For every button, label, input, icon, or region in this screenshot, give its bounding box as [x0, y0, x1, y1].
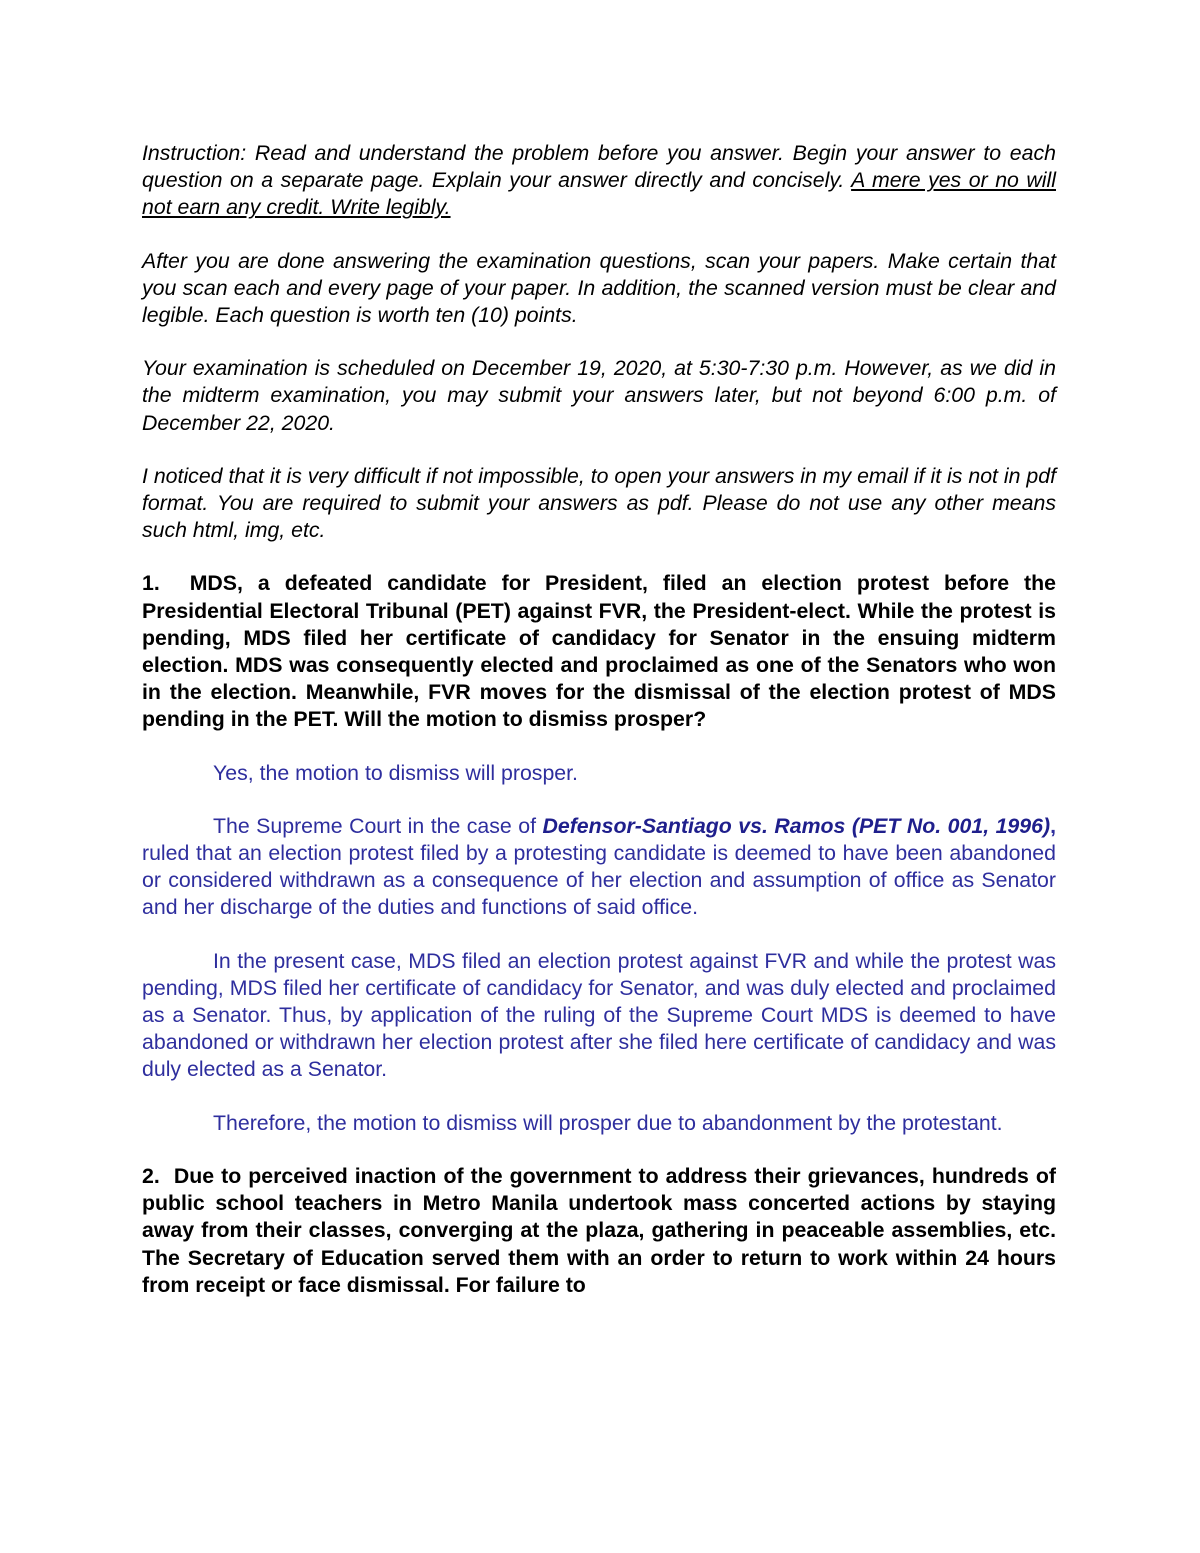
exam-document — [142, 140, 1056, 1325]
question-2 — [142, 1163, 1056, 1299]
schedule-paragraph: Your examination is scheduled on December 19, 2020, at 5:30-7:30 p.m. However, as we did in the midterm examination, you may submit your answers later, but not beyond 6:00 p.m. of December 22, 2020. — [142, 356, 1056, 435]
question-1 — [142, 570, 1056, 733]
answer-1-rule-text: ruled that an election protest filed by a protesting candidate is deemed to have been abandoned or considered withdrawn as a consequence of her election and assumption of office as Senator and her discharge of the duties and functions of said office. — [142, 841, 1056, 920]
instruction-text: Instruction: Read and understand the problem before you answer. Begin your answer to each question on a separate page. Explain your answer directly and concisely. — [142, 141, 1056, 193]
question-2-number: 2. — [142, 1163, 160, 1188]
answer-1-application: In the present case, MDS filed an election protest against FVR and while the protest was pending, MDS filed her certificate of candidacy for Senator, and was duly elected and proclaimed as a Senator. Thus, by application of the ruling of the Supreme Court MDS is deemed to have abandoned or withdrawn her election protest after she filed here certificate of candidacy and was duly elected as a Senator. — [142, 948, 1056, 1082]
answer-1-rule-intro: The Supreme Court in the case of — [213, 813, 543, 838]
instruction-paragraph — [142, 140, 1056, 222]
answer-1-final: Therefore, the motion to dismiss will prosper due to abandonment by the protestant. — [213, 1110, 1003, 1135]
scan-instruction-paragraph: After you are done answering the examination questions, scan your papers. Make certain that you scan each and every page of your paper. In addition, the scanned version must be clear and legible. Each question is worth ten (10) points. — [142, 248, 1056, 328]
pdf-format-paragraph: I noticed that it is very difficult if not impossible, to open your answers in my email if it is not in pdf format. You are required to submit your answers as pdf. Please do not use any other means such html, img, etc. — [142, 463, 1056, 543]
question-1-text: MDS, a defeated candidate for President, filed an election protest before the Presidential Electoral Tribunal (PET) against FVR, the President-elect. While the protest is pending, MDS filed her certificate of candidacy for Senator in the ensuing midterm election. MDS was consequently elected and proclaimed as one of the Senators who won in the election. Meanwhile, FVR moves for the dismissal of the election protest of MDS pending in the PET. Will the motion to dismiss prosper? — [142, 571, 1056, 732]
question-1-number: 1. — [142, 571, 160, 596]
instruction-warning: A mere yes or no will not earn any credit. Write legibly. — [142, 168, 1056, 220]
answer-1-rule — [142, 813, 1056, 922]
case-citation-comma: , — [1050, 813, 1056, 838]
question-2-text: Due to perceived inaction of the government to address their grievances, hundreds of public school teachers in Metro Manila undertook mass concerted actions by staying away from their classes, converging at the plaza, gathering in peaceable assemblies, etc. The Secretary of Education served them with an order to return to work within 24 hours from receipt or face dismissal. For failure to — [142, 1163, 1056, 1297]
case-citation: Defensor-Santiago vs. Ramos (PET No. 001, 1996) — [542, 813, 1051, 838]
answer-1-conclusion: Yes, the motion to dismiss will prosper. — [213, 760, 578, 785]
